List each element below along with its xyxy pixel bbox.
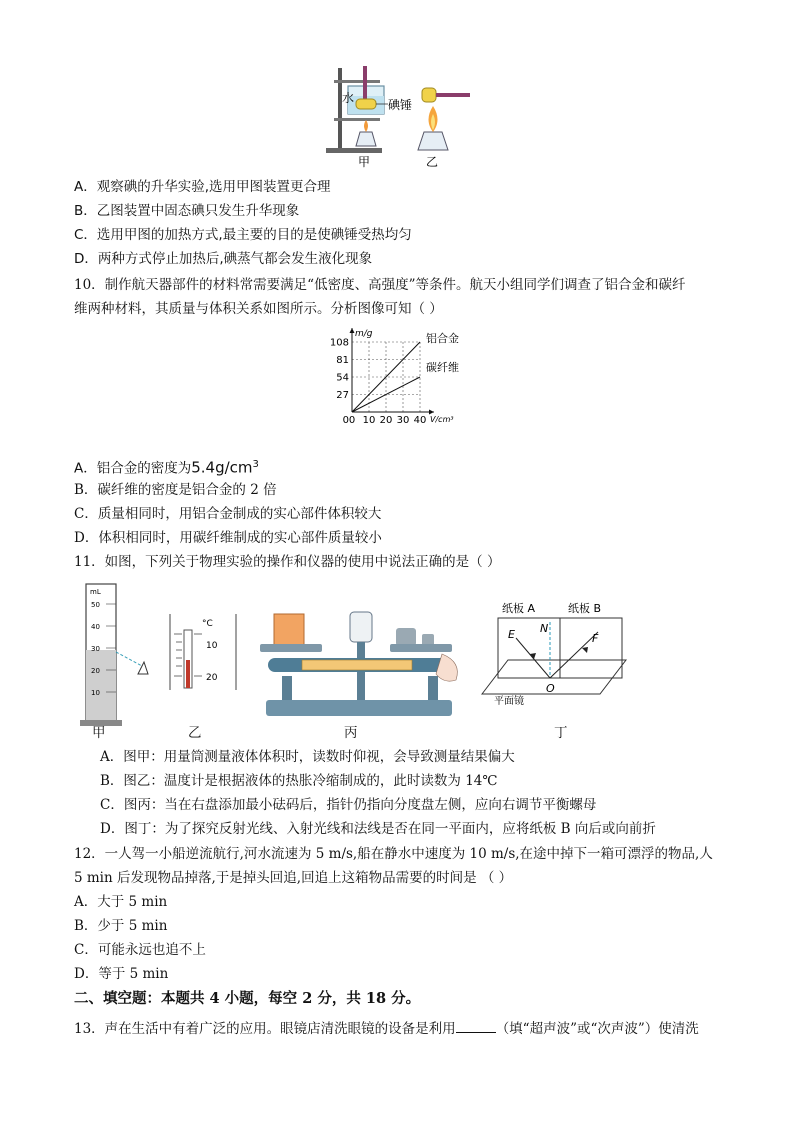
q10-stem-line1: 10．制作航天器部件的材料常需要满足“低密度、高强度”等条件。航天小组同学们调查了铝合金和碳纤	[74, 277, 686, 293]
x-tick-0: 0	[348, 415, 356, 426]
cyl-tick-20: 20	[91, 667, 100, 675]
q13-stem	[74, 1020, 699, 1038]
y-axis-label: m/g	[355, 329, 373, 339]
fig-label-yi: 乙	[188, 725, 202, 741]
q9-option-c: C．选用甲图的加热方式,最主要的目的是使碘锤受热均匀	[74, 227, 412, 243]
q10-option-a	[74, 456, 259, 478]
x-tick-10: 10	[362, 415, 376, 426]
q11-option-b: B．图乙：温度计是根据液体的热胀冷缩制成的，此时读数为 14℃	[100, 773, 498, 789]
q10-option-a-prefix: A．铝合金的密度为	[74, 460, 192, 477]
q13-prefix: 13．声在生活中有着广泛的应用。眼镜店清洗眼镜的设备是利用	[74, 1021, 456, 1037]
fig-label-ding: 丁	[554, 725, 568, 741]
cyl-tick-30: 30	[91, 645, 100, 653]
label-yi: 乙	[426, 155, 439, 169]
reflection-figure	[478, 598, 638, 710]
x-axis-label: V/cm³	[430, 415, 454, 424]
ray-e-label: E	[508, 628, 515, 641]
mirror-label: 平面镜	[494, 696, 524, 707]
q13-suffix: （填“超声波”或“次声波”）使清洗	[495, 1021, 699, 1037]
x-tick-40: 40	[413, 415, 427, 426]
normal-n-label: N	[540, 622, 549, 635]
x-tick-30: 30	[396, 415, 410, 426]
graduated-cylinder-figure	[76, 580, 156, 730]
board-a-label: 纸板 A	[502, 602, 536, 615]
q11-option-c: C．图丙：当在右盘添加最小砝码后，指针仍指向分度盘左侧，应向右调节平衡螺母	[100, 797, 597, 813]
thermo-tick-10: 10	[206, 641, 218, 651]
q11-stem: 11．如图，下列关于物理实验的操作和仪器的使用中说法正确的是（ ）	[74, 554, 501, 570]
thermo-tick-20: 20	[206, 673, 218, 683]
x-axis-arrow	[429, 410, 434, 415]
q11-option-d: D．图丁：为了探究反射光线、入射光线和法线是否在同一平面内，应将纸板 B 向后或向前折	[100, 821, 656, 837]
ray-f-label: F	[592, 632, 599, 645]
section-two-heading: 二、填空题：本题共 4 小题，每空 2 分，共 18 分。	[74, 990, 421, 1007]
q10-option-b: B．碳纤维的密度是铝合金的 2 倍	[74, 482, 277, 498]
origin-label: 0	[342, 415, 349, 426]
q9-option-d: D．两种方式停止加热后,碘蒸气都会发生液化现象	[74, 251, 373, 267]
series-label-1: 碳纤维	[426, 361, 459, 374]
mass-volume-chart	[320, 322, 470, 430]
q13-answer-blank[interactable]	[456, 1020, 496, 1033]
thermo-unit: °C	[202, 619, 213, 629]
q10-option-c: C．质量相同时，用铝合金制成的实心部件体积较大	[74, 506, 382, 522]
balance-figure	[256, 604, 466, 722]
q12-option-b: B．少于 5 min	[74, 918, 168, 934]
q12-option-c: C．可能永远也追不上	[74, 942, 206, 958]
label-jia: 甲	[358, 155, 371, 169]
label-iodine-hammer: 碘锤	[388, 98, 413, 112]
series-label-0: 铝合金	[426, 332, 459, 345]
q9-option-b: B．乙图装置中固态碘只发生升华现象	[74, 203, 300, 219]
q9-option-a: A．观察碘的升华实验,选用甲图装置更合理	[74, 179, 331, 195]
q12-stem-line1: 12．一人驾一小船逆流航行,河水流速为 5 m/s,船在静水中速度为 10 m/s,在途中掉下一箱可漂浮的物品,人	[74, 846, 713, 862]
q10-stem-line2: 维两种材料，其质量与体积关系如图所示。分析图像可知（ ）	[74, 301, 443, 317]
label-water: 水	[342, 91, 355, 105]
cyl-unit: mL	[90, 588, 101, 596]
q10-option-a-sup: 3	[252, 459, 259, 470]
q10-option-a-value: 5.4g/cm	[191, 458, 253, 477]
q10-option-d: D．体积相同时，用碳纤维制成的实心部件质量较小	[74, 530, 382, 546]
y-tick-54: 54	[336, 372, 349, 384]
y-tick-27: 27	[336, 390, 349, 401]
y-tick-108: 108	[329, 337, 349, 349]
point-o-label: O	[546, 682, 555, 695]
y-tick-81: 81	[336, 355, 349, 366]
iodine-apparatus-figure	[318, 62, 478, 174]
cyl-tick-50: 50	[91, 601, 100, 609]
x-tick-20: 20	[379, 415, 393, 426]
cyl-tick-40: 40	[91, 623, 100, 631]
fig-label-jia: 甲	[92, 725, 106, 741]
q12-option-a: A．大于 5 min	[74, 894, 168, 910]
fig-label-bing: 丙	[344, 725, 358, 741]
board-b-label: 纸板 B	[568, 602, 602, 615]
q12-option-d: D．等于 5 min	[74, 966, 169, 982]
y-axis-arrow	[350, 328, 355, 333]
q11-option-a: A．图甲：用量筒测量液体体积时，读数时仰视，会导致测量结果偏大	[100, 749, 515, 765]
thermometer-figure	[168, 612, 238, 692]
cyl-tick-10: 10	[91, 689, 100, 697]
q12-stem-line2: 5 min 后发现物品掉落,于是掉头回追,回追上这箱物品需要的时间是 （ ）	[74, 870, 513, 886]
